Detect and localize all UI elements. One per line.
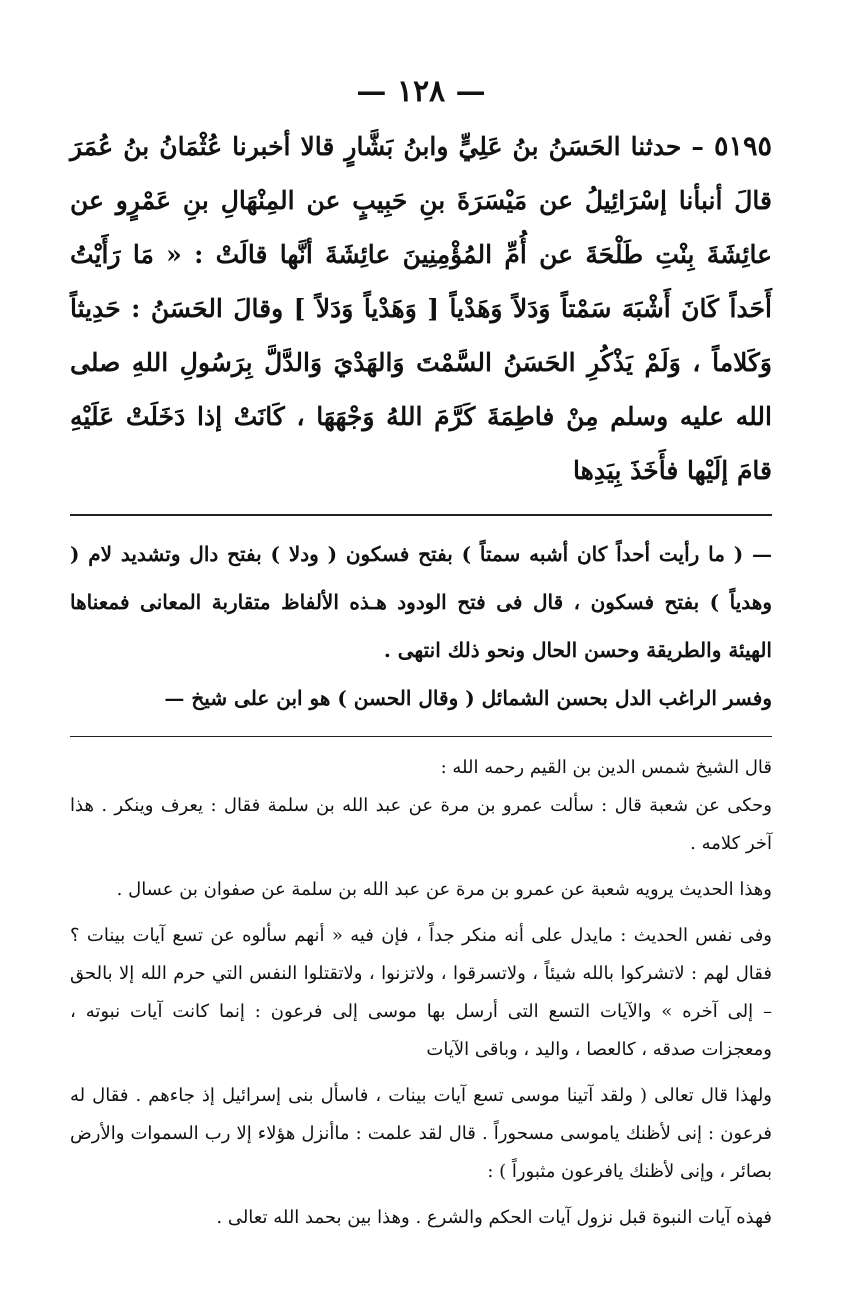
page-number: — ١٢٨ — — [356, 74, 486, 109]
section-divider — [70, 514, 772, 516]
commentary-paragraph: — ( ما رأيت أحداً كان أشبه سمتاً ) بفتح فسكون ( ودلا ) بفتح دال وتشديد لام ( وهدياً ) بفتح فسكون ، قال فى فتح الودود هـذه الألفاظ متقاربة المعانى فمعناها الهيئة والطريقة وحسن الحال ونحو ذلك انتهى . — [70, 542, 772, 662]
section-divider — [70, 736, 772, 737]
appendix-paragraph: وفى نفس الحديث : مايدل على أنه منكر جداً ، فإن فيه « أنهم سألوه عن تسع آيات بينات ؟ فقال لهم : لاتشركوا بالله شيئاً ، ولاتسرقوا ، ولاتزنوا ، ولاتقتلوا النفس التي حرم الله إلا بالحق – إلى آخره » والآيات التسع التى أرسل بها موسى إلى فرعون : إنما كانت آيات نبوته ، ومعجزات صدقه ، كالعصا ، واليد ، وباقى الآيات — [70, 925, 772, 1060]
hadith-number: ٥١٩٥ — [713, 131, 772, 162]
appendix-paragraph: فهذه آيات النبوة قبل نزول آيات الحكم والشرع . وهذا بين بحمد الله تعالى . — [216, 1207, 772, 1228]
appendix-block — [70, 749, 772, 1237]
commentary-block — [70, 530, 772, 722]
hadith-text: – حدثنا الحَسَنُ بنُ عَلِيٍّ وابنُ بَشَّارٍ قالا أخبرنا عُثْمَانُ بنُ عُمَرَ قالَ أنبأنا إسْرَائِيلُ عن مَيْسَرَةَ بنِ حَبِيبٍ عن المِنْهَالِ بنِ عَمْرٍو عن عائِشَةَ بِنْتِ طَلْحَةَ عن أُمِّ المُؤْمِنِينَ عائِشَةَ أنَّها قالَتْ : « مَا رَأَيْتُ أَحَداً كَانَ أَشْبَهَ سَمْتاً وَدَلاً وَهَدْياً [ وَهَدْياً وَدَلاً ] وقالَ الحَسَنُ : حَدِيثاً وَكَلاماً ، وَلَمْ يَذْكُرِ الحَسَنُ السَّمْتَ وَالهَدْيَ وَالدَّلَّ بِرَسُولِ اللهِ صلى الله عليه وسلم مِنْ فاطِمَةَ كَرَّمَ اللهُ وَجْهَهَا ، كَانَتْ إذا دَخَلَتْ عَلَيْهِ قامَ إلَيْها فأَخَذَ بِيَدِها — [70, 132, 772, 485]
hadith-block — [70, 120, 772, 498]
appendix-paragraph: وهذا الحديث يرويه شعبة عن عمرو بن مرة عن عبد الله بن سلمة عن صفوان بن عسال . — [116, 879, 772, 900]
appendix-title: قال الشيخ شمس الدين بن القيم رحمه الله : — [440, 757, 772, 778]
commentary-paragraph: وفسر الراغب الدل بحسن الشمائل ( وقال الحسن ) هو ابن على شيخ — — [164, 686, 772, 710]
appendix-paragraph: وحكى عن شعبة قال : سألت عمرو بن مرة عن عبد الله بن سلمة فقال : يعرف وينكر . هذا آخر كلامه . — [70, 795, 772, 854]
appendix-paragraph: ولهذا قال تعالى ( ولقد آتينا موسى تسع آيات بينات ، فاسأل بنى إسرائيل إذ جاءهم . فقال له فرعون : إنى لأظنك ياموسى مسحوراً . قال لقد علمت : ماأنزل هؤلاء إلا رب السموات والأرض بصائر ، وإنى لأظنك يافرعون مثبوراً ) : — [70, 1085, 772, 1182]
